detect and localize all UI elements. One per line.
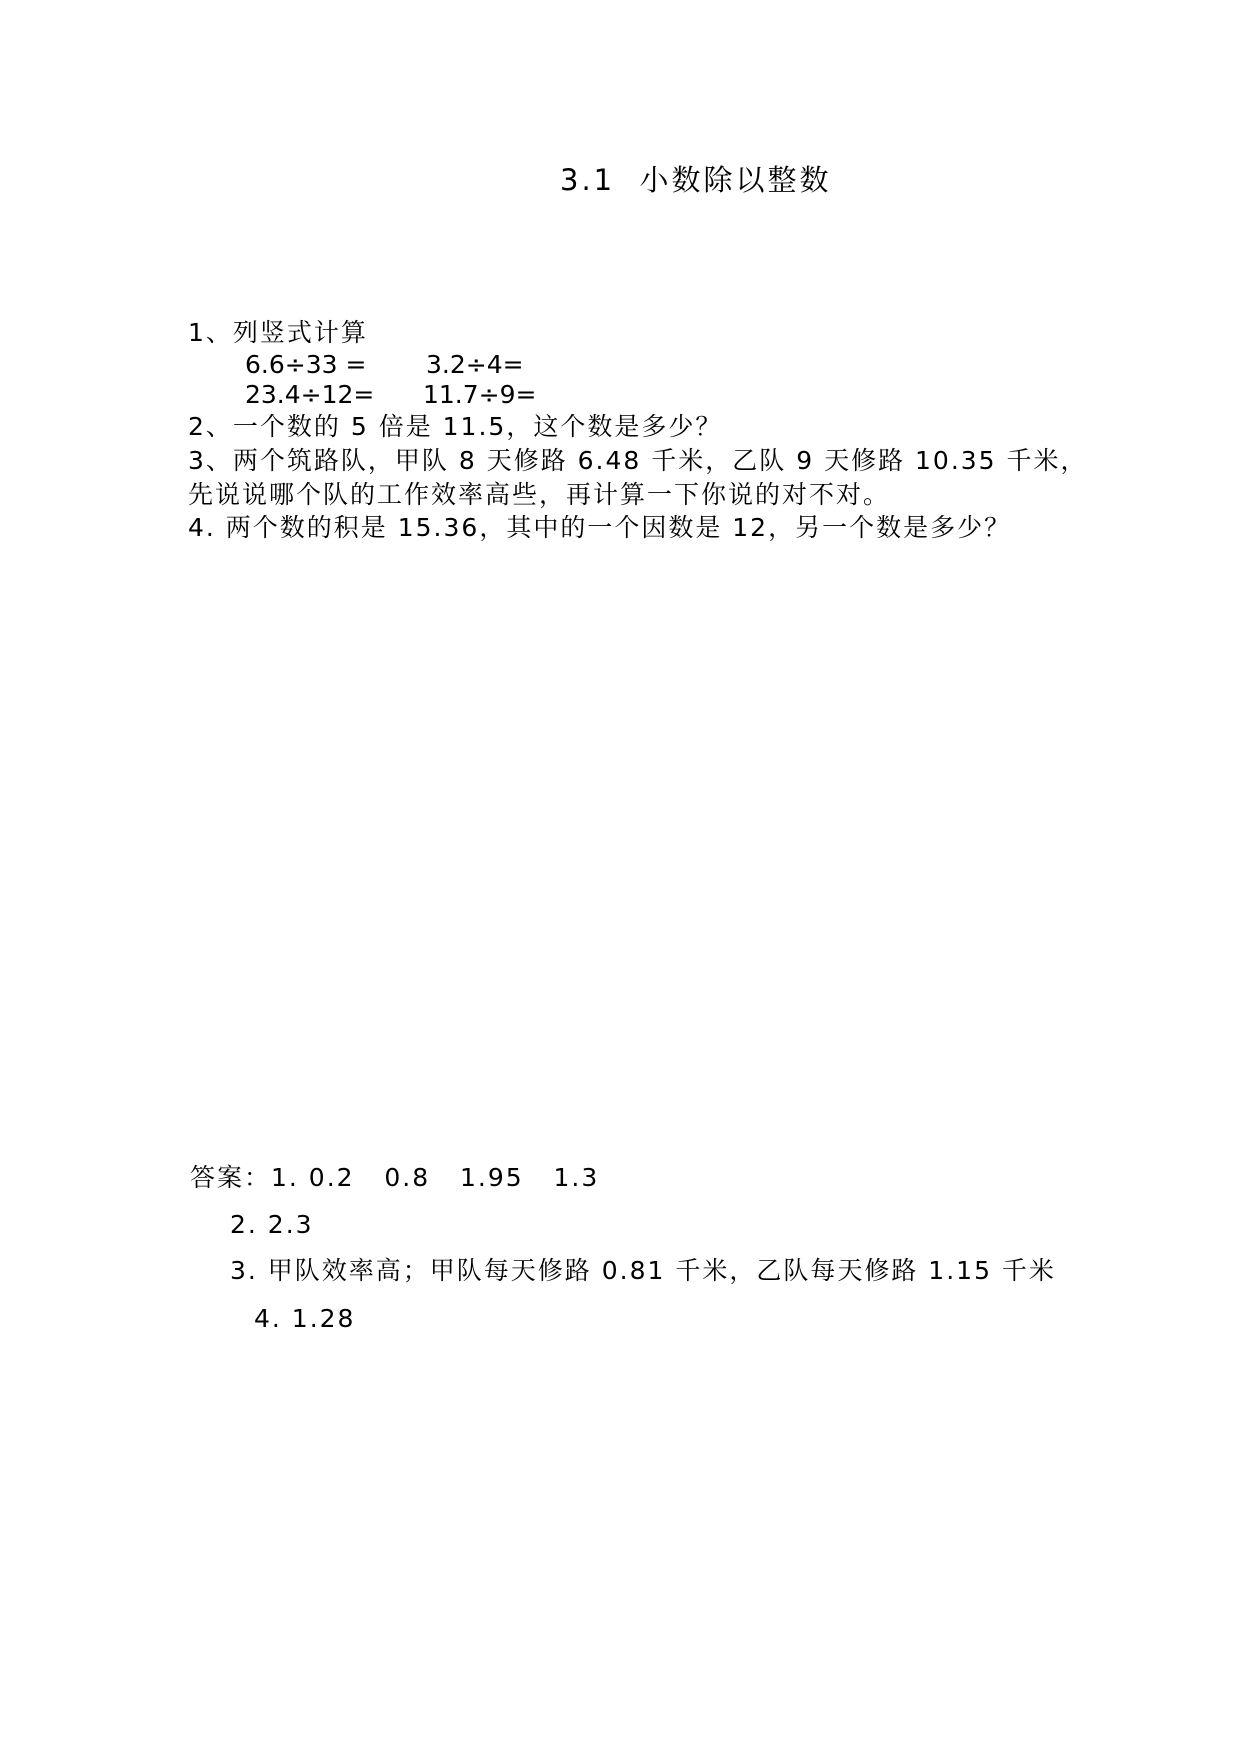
answer-line-3: 3. 甲队效率高；甲队每天修路 0.81 千米，乙队每天修路 1.15 千米 [230, 1256, 1056, 1285]
question-1-expression-b: 3.2÷4= [426, 350, 524, 379]
question-1-label: 1、列竖式计算 [188, 318, 368, 347]
answer-line-4: 4. 1.28 [254, 1304, 356, 1333]
question-1-expression-a: 6.6÷33 = [245, 350, 367, 379]
question-4: 4. 两个数的积是 15.36，其中的一个因数是 12，另一个数是多少？ [188, 513, 1012, 542]
question-3-line-1: 3、两个筑路队，甲队 8 天修路 6.48 千米，乙队 9 天修路 10.35 千米， [188, 446, 1088, 475]
question-1-expression-c: 23.4÷12= [245, 380, 375, 409]
question-2: 2、一个数的 5 倍是 11.5，这个数是多少？ [188, 412, 723, 441]
answer-line-1: 答案：1. 0.2 0.8 1.95 1.3 [190, 1163, 600, 1192]
question-3-line-2: 先说说哪个队的工作效率高些，再计算一下你说的对不对。 [188, 480, 891, 509]
question-1-expression-d: 11.7÷9= [423, 380, 537, 409]
answer-line-2: 2. 2.3 [230, 1210, 314, 1239]
page-title: 3.1 小数除以整数 [560, 163, 832, 197]
